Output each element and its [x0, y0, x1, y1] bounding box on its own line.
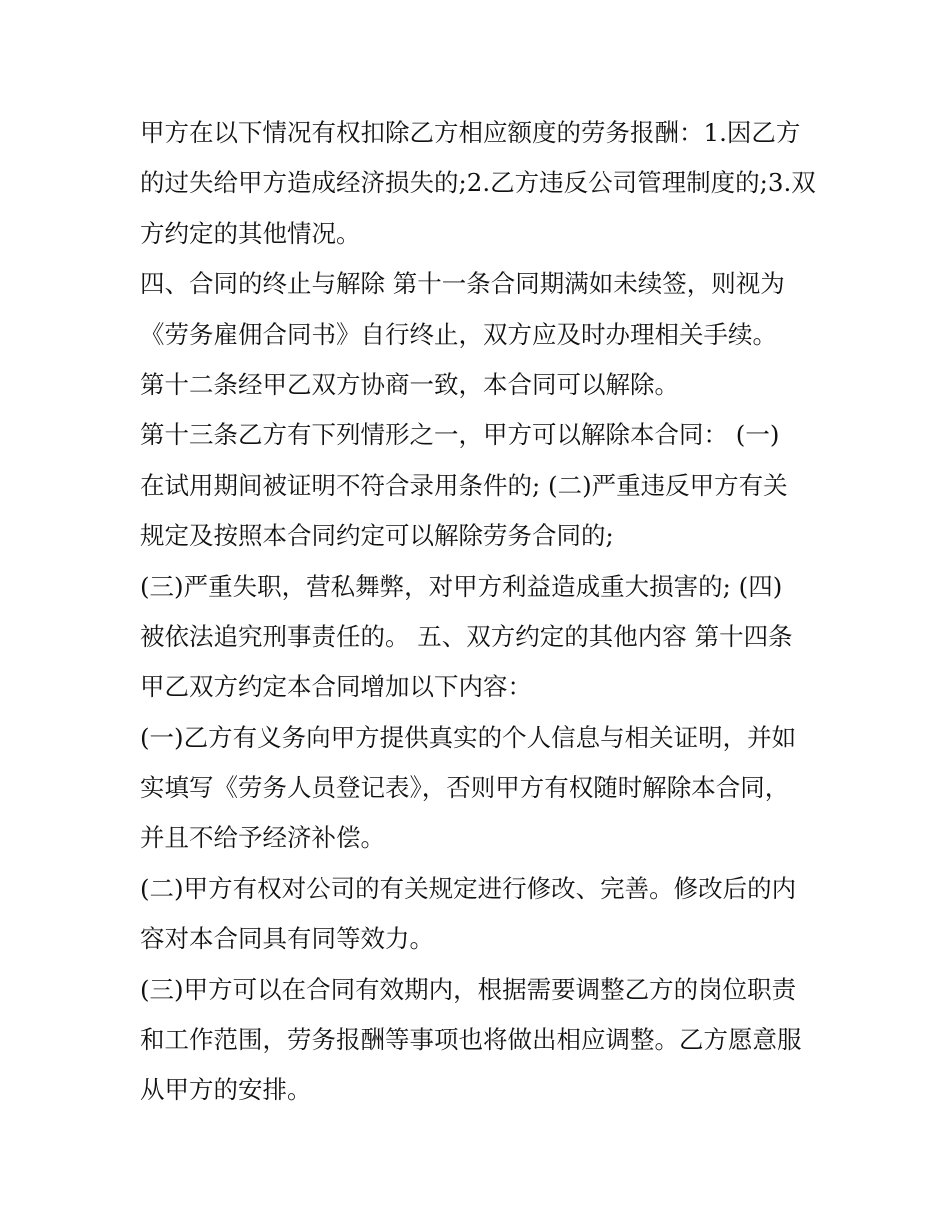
text-line: 从甲方的安排。 — [140, 1075, 312, 1105]
text-line: 并且不给予经济补偿。 — [140, 823, 385, 853]
text-line: 的过失给甲方造成经济损失的;2.乙方违反公司管理制度的;3.双 — [140, 168, 816, 198]
text-line: 甲方在以下情况有权扣除乙方相应额度的劳务报酬：1.因乙方 — [140, 118, 801, 147]
text-line: 容对本合同具有同等效力。 — [140, 924, 434, 954]
text-line: 甲乙双方约定本合同增加以下内容： — [140, 672, 532, 702]
text-line: 《劳务雇佣合同书》自行终止，双方应及时办理相关手续。 — [140, 319, 777, 349]
contract-body-text — [140, 108, 820, 1116]
text-line: 被依法追究刑事责任的。 五、双方约定的其他内容 第十四条 — [140, 621, 793, 651]
text-line: (二)甲方有权对公司的有关规定进行修改、完善。修改后的内 — [140, 873, 797, 903]
text-line: (三)甲方可以在合同有效期内，根据需要调整乙方的岗位职责 — [140, 974, 797, 1004]
text-line: (三)严重失职，营私舞弊，对甲方利益造成重大损害的; (四) — [140, 571, 783, 601]
text-line: 规定及按照本合同约定可以解除劳务合同的; — [140, 521, 614, 551]
text-line: (一)乙方有义务向甲方提供真实的个人信息与相关证明，并如 — [140, 722, 797, 752]
text-line: 和工作范围，劳务报酬等事项也将做出相应调整。乙方愿意服 — [140, 1025, 802, 1055]
text-line: 四、合同的终止与解除 第十一条合同期满如未续签，则视为 — [140, 269, 785, 299]
text-line: 方约定的其他情况。 — [140, 218, 361, 248]
text-line: 第十三条乙方有下列情形之一，甲方可以解除本合同： (一) — [140, 420, 780, 450]
text-line: 第十二条经甲乙双方协商一致，本合同可以解除。 — [140, 369, 679, 399]
text-line: 实填写《劳务人员登记表》，否则甲方有权随时解除本合同， — [140, 773, 790, 803]
text-line: 在试用期间被证明不符合录用条件的; (二)严重违反甲方有关 — [140, 470, 788, 500]
